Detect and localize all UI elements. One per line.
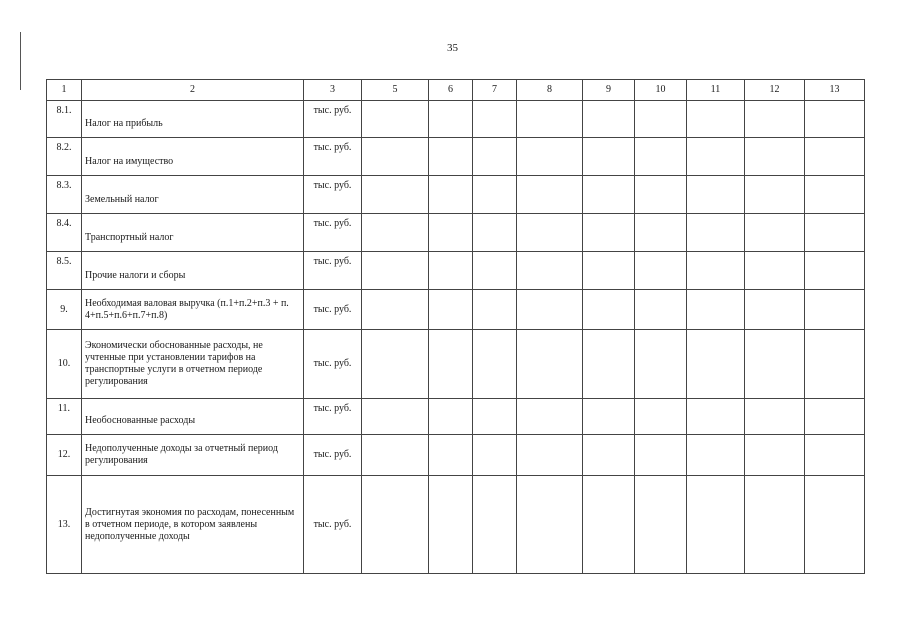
report-table xyxy=(46,79,865,574)
empty-cell xyxy=(745,176,805,214)
row-unit: тыс. руб. xyxy=(304,330,362,399)
empty-cell xyxy=(687,399,745,435)
empty-cell xyxy=(805,214,865,252)
empty-cell xyxy=(583,476,635,574)
empty-cell xyxy=(362,476,429,574)
row-name: Налог на имущество xyxy=(82,138,304,176)
column-header: 7 xyxy=(473,80,517,101)
row-unit: тыс. руб. xyxy=(304,138,362,176)
empty-cell xyxy=(362,138,429,176)
empty-cell xyxy=(687,330,745,399)
empty-cell xyxy=(429,101,473,138)
row-number: 8.2. xyxy=(47,138,82,176)
empty-cell xyxy=(362,399,429,435)
row-number: 12. xyxy=(47,435,82,476)
empty-cell xyxy=(583,435,635,476)
empty-cell xyxy=(805,330,865,399)
table-row xyxy=(47,399,865,435)
empty-cell xyxy=(429,330,473,399)
row-name: Экономически обоснованные расходы, не учтенные при установлении тарифов на транспортные услуги в отчетном периоде регулирования xyxy=(82,330,304,399)
empty-cell xyxy=(473,176,517,214)
table-row xyxy=(47,214,865,252)
empty-cell xyxy=(517,476,583,574)
empty-cell xyxy=(473,330,517,399)
empty-cell xyxy=(745,252,805,290)
empty-cell xyxy=(805,399,865,435)
empty-cell xyxy=(517,330,583,399)
empty-cell xyxy=(635,330,687,399)
empty-cell xyxy=(745,435,805,476)
empty-cell xyxy=(362,435,429,476)
row-number: 8.4. xyxy=(47,214,82,252)
row-unit: тыс. руб. xyxy=(304,290,362,330)
empty-cell xyxy=(805,176,865,214)
row-unit: тыс. руб. xyxy=(304,435,362,476)
empty-cell xyxy=(635,399,687,435)
empty-cell xyxy=(635,214,687,252)
empty-cell xyxy=(635,176,687,214)
empty-cell xyxy=(473,101,517,138)
table-row xyxy=(47,252,865,290)
empty-cell xyxy=(517,399,583,435)
empty-cell xyxy=(745,214,805,252)
table-row xyxy=(47,138,865,176)
column-header: 12 xyxy=(745,80,805,101)
empty-cell xyxy=(635,435,687,476)
row-unit: тыс. руб. xyxy=(304,214,362,252)
page-number: 35 xyxy=(447,42,458,54)
row-number: 9. xyxy=(47,290,82,330)
column-header: 5 xyxy=(362,80,429,101)
empty-cell xyxy=(362,290,429,330)
empty-cell xyxy=(635,101,687,138)
empty-cell xyxy=(583,252,635,290)
empty-cell xyxy=(745,476,805,574)
empty-cell xyxy=(583,399,635,435)
row-unit: тыс. руб. xyxy=(304,101,362,138)
empty-cell xyxy=(745,330,805,399)
empty-cell xyxy=(745,399,805,435)
empty-cell xyxy=(517,138,583,176)
column-header: 9 xyxy=(583,80,635,101)
row-name: Необоснованные расходы xyxy=(82,399,304,435)
empty-cell xyxy=(429,476,473,574)
column-header: 13 xyxy=(805,80,865,101)
empty-cell xyxy=(687,435,745,476)
empty-cell xyxy=(583,176,635,214)
table-row xyxy=(47,330,865,399)
row-number: 8.1. xyxy=(47,101,82,138)
empty-cell xyxy=(687,138,745,176)
empty-cell xyxy=(473,399,517,435)
empty-cell xyxy=(517,176,583,214)
empty-cell xyxy=(429,138,473,176)
empty-cell xyxy=(517,252,583,290)
empty-cell xyxy=(473,214,517,252)
row-name: Транспортный налог xyxy=(82,214,304,252)
empty-cell xyxy=(362,101,429,138)
empty-cell xyxy=(429,435,473,476)
empty-cell xyxy=(429,290,473,330)
column-header: 2 xyxy=(82,80,304,101)
row-name: Налог на прибыль xyxy=(82,101,304,138)
empty-cell xyxy=(635,476,687,574)
column-header: 1 xyxy=(47,80,82,101)
empty-cell xyxy=(583,290,635,330)
empty-cell xyxy=(473,290,517,330)
row-number: 13. xyxy=(47,476,82,574)
row-name: Необходимая валовая выручка (п.1+п.2+п.3 + п. 4+п.5+п.6+п.7+п.8) xyxy=(82,290,304,330)
empty-cell xyxy=(473,476,517,574)
empty-cell xyxy=(687,476,745,574)
empty-cell xyxy=(583,101,635,138)
empty-cell xyxy=(583,330,635,399)
table-row xyxy=(47,176,865,214)
row-name: Достигнутая экономия по расходам, понесенным в отчетном периоде, в котором заявлены недополученные доходы xyxy=(82,476,304,574)
empty-cell xyxy=(473,138,517,176)
row-unit: тыс. руб. xyxy=(304,476,362,574)
margin-line xyxy=(20,32,21,90)
row-number: 8.5. xyxy=(47,252,82,290)
empty-cell xyxy=(517,214,583,252)
row-name: Недополученные доходы за отчетный период регулирования xyxy=(82,435,304,476)
empty-cell xyxy=(429,399,473,435)
column-header: 8 xyxy=(517,80,583,101)
empty-cell xyxy=(805,435,865,476)
row-unit: тыс. руб. xyxy=(304,252,362,290)
table-row xyxy=(47,435,865,476)
empty-cell xyxy=(517,290,583,330)
empty-cell xyxy=(362,214,429,252)
empty-cell xyxy=(473,252,517,290)
empty-cell xyxy=(473,435,517,476)
header-row xyxy=(47,80,865,101)
empty-cell xyxy=(517,101,583,138)
table-row xyxy=(47,290,865,330)
empty-cell xyxy=(429,214,473,252)
empty-cell xyxy=(687,290,745,330)
empty-cell xyxy=(583,138,635,176)
row-unit: тыс. руб. xyxy=(304,176,362,214)
empty-cell xyxy=(805,252,865,290)
empty-cell xyxy=(745,138,805,176)
empty-cell xyxy=(635,138,687,176)
empty-cell xyxy=(805,101,865,138)
empty-cell xyxy=(687,176,745,214)
column-header: 10 xyxy=(635,80,687,101)
empty-cell xyxy=(805,476,865,574)
empty-cell xyxy=(362,330,429,399)
empty-cell xyxy=(635,252,687,290)
column-header: 6 xyxy=(429,80,473,101)
column-header: 11 xyxy=(687,80,745,101)
empty-cell xyxy=(362,252,429,290)
column-header: 3 xyxy=(304,80,362,101)
empty-cell xyxy=(687,101,745,138)
empty-cell xyxy=(635,290,687,330)
empty-cell xyxy=(745,290,805,330)
row-name: Земельный налог xyxy=(82,176,304,214)
row-number: 10. xyxy=(47,330,82,399)
empty-cell xyxy=(429,176,473,214)
empty-cell xyxy=(687,214,745,252)
row-name: Прочие налоги и сборы xyxy=(82,252,304,290)
empty-cell xyxy=(583,214,635,252)
empty-cell xyxy=(429,252,473,290)
table-row xyxy=(47,101,865,138)
row-number: 8.3. xyxy=(47,176,82,214)
row-unit: тыс. руб. xyxy=(304,399,362,435)
empty-cell xyxy=(805,138,865,176)
empty-cell xyxy=(805,290,865,330)
row-number: 11. xyxy=(47,399,82,435)
table-row xyxy=(47,476,865,574)
empty-cell xyxy=(745,101,805,138)
empty-cell xyxy=(517,435,583,476)
empty-cell xyxy=(362,176,429,214)
empty-cell xyxy=(687,252,745,290)
